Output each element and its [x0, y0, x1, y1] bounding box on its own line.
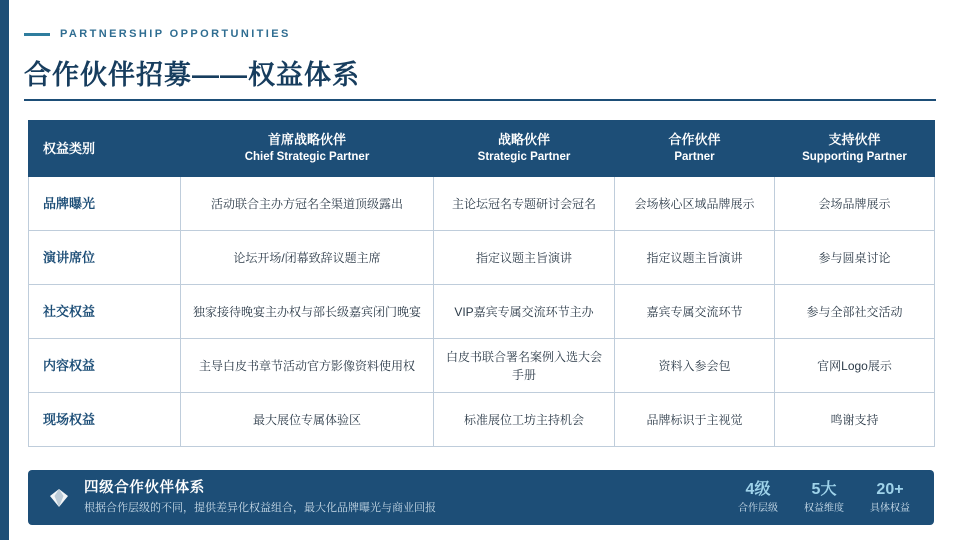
table-cell: 资料入参会包: [615, 339, 775, 393]
table-cell: VIP嘉宾专属交流环节主办: [434, 285, 615, 339]
col-header-strategic-en: Strategic Partner: [477, 150, 571, 163]
table-cell: 活动联合主办方冠名全渠道顶级露出: [181, 177, 434, 231]
row-category: 现场权益: [29, 393, 181, 447]
banner-subtitle: 根据合作层级的不同，提供差异化权益组合，最大化品牌曝光与商业回报: [84, 502, 436, 515]
col-header-supporting-cn: 支持伙伴: [828, 132, 881, 148]
table-header-row: [29, 121, 935, 177]
table-cell: 参与全部社交活动: [775, 285, 935, 339]
table-cell: 嘉宾专属交流环节: [615, 285, 775, 339]
col-header-supporting-en: Supporting Partner: [802, 150, 907, 163]
table-row: [29, 231, 935, 285]
table-cell: 主论坛冠名专题研讨会冠名: [434, 177, 615, 231]
eyebrow-text: PARTNERSHIP OPPORTUNITIES: [60, 28, 291, 40]
row-category: 品牌曝光: [29, 177, 181, 231]
page-title: 合作伙伴招募——权益体系: [24, 60, 360, 90]
table-cell: 品牌标识于主视觉: [615, 393, 775, 447]
table-cell: 会场品牌展示: [775, 177, 935, 231]
col-header-chief-strategic-partner: [181, 121, 434, 177]
table-cell: 论坛开场/闭幕致辞议题主席: [181, 231, 434, 285]
table-row: [29, 285, 935, 339]
table-cell: 独家接待晚宴主办权与部长级嘉宾闭门晚宴: [181, 285, 434, 339]
col-header-strategic-cn: 战略伙伴: [497, 132, 550, 148]
col-header-category: [29, 121, 181, 177]
row-category: 演讲席位: [29, 231, 181, 285]
table-cell: 白皮书联合署名案例入选大会手册: [434, 339, 615, 393]
banner-stats: [738, 481, 916, 514]
stat-tiers: [738, 481, 778, 514]
stat-benefits: [870, 481, 910, 514]
table-cell: 指定议题主旨演讲: [434, 231, 615, 285]
table-cell: 标准展位工坊主持机会: [434, 393, 615, 447]
stat-tiers-value: 4级: [745, 481, 771, 499]
eyebrow: [24, 26, 924, 42]
col-header-supporting-partner: [775, 121, 935, 177]
banner-text: [84, 480, 738, 516]
benefits-table: [28, 120, 935, 447]
banner-title: 四级合作伙伴体系: [84, 479, 205, 496]
stat-tiers-label: 合作层级: [738, 502, 778, 514]
col-header-category-cn: 权益类别: [43, 140, 96, 156]
stat-dimensions-value: 5大: [811, 481, 837, 499]
eyebrow-dash-icon: [24, 33, 50, 36]
table-cell: 鸣谢支持: [775, 393, 935, 447]
table-body: [29, 177, 935, 447]
table-cell: 参与圆桌讨论: [775, 231, 935, 285]
slide-header: [24, 26, 924, 92]
table-cell: 会场核心区域品牌展示: [615, 177, 775, 231]
table-cell: 官网Logo展示: [775, 339, 935, 393]
stat-dimensions: [804, 481, 844, 514]
stat-dimensions-label: 权益维度: [804, 502, 844, 514]
header-divider: [24, 99, 936, 101]
table-cell: 最大展位专属体验区: [181, 393, 434, 447]
table-row: [29, 177, 935, 231]
benefits-table-wrap: [28, 120, 934, 447]
table-cell: 指定议题主旨演讲: [615, 231, 775, 285]
row-category: 内容权益: [29, 339, 181, 393]
table-cell: 主导白皮书章节活动官方影像资料使用权: [181, 339, 434, 393]
table-row: [29, 339, 935, 393]
stat-benefits-value: 20+: [876, 481, 904, 499]
col-header-partner: [615, 121, 775, 177]
col-header-strategic-partner: [434, 121, 615, 177]
summary-banner: [28, 470, 934, 525]
col-header-chief-cn: 首席战略伙伴: [267, 132, 346, 148]
table-row: [29, 393, 935, 447]
diamond-icon: [46, 485, 72, 511]
row-category: 社交权益: [29, 285, 181, 339]
col-header-partner-en: Partner: [674, 150, 715, 163]
left-accent-bar: [0, 0, 9, 540]
table-header: [29, 121, 935, 177]
stat-benefits-label: 具体权益: [870, 502, 910, 514]
col-header-partner-cn: 合作伙伴: [668, 132, 721, 148]
col-header-chief-en: Chief Strategic Partner: [244, 150, 370, 163]
